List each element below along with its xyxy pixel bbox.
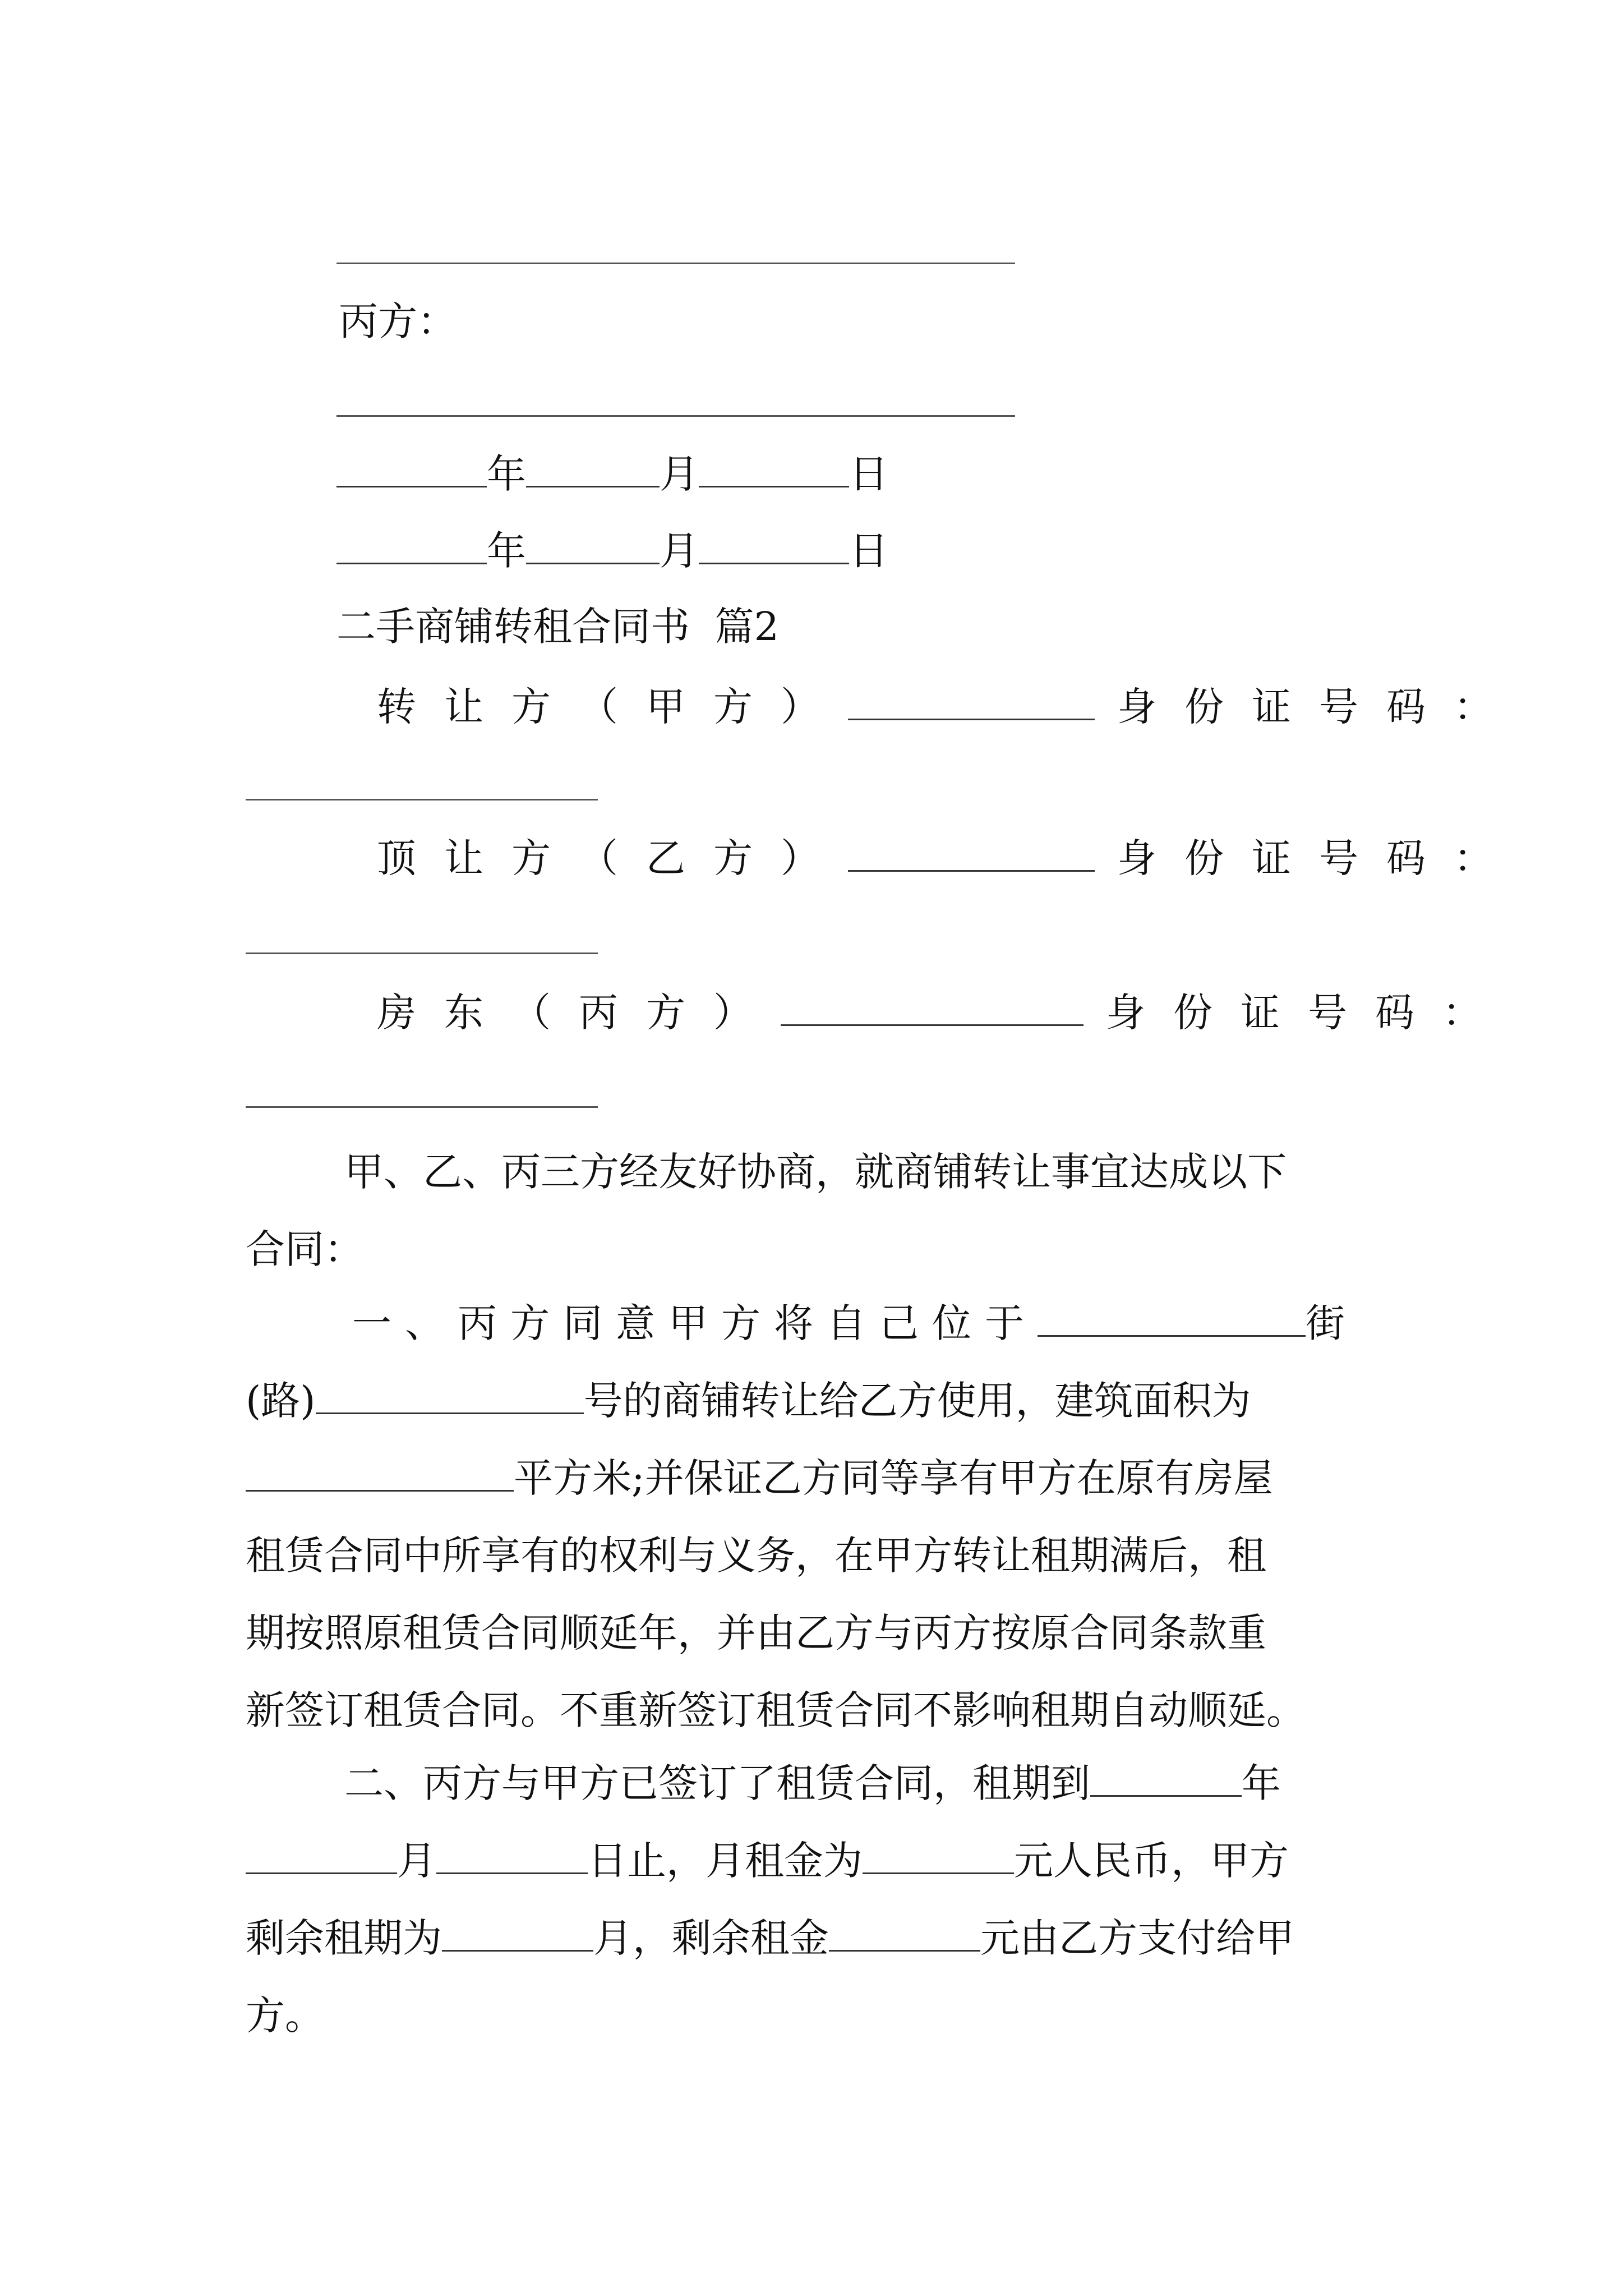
clause-text: 号的商铺转让给乙方使用，建筑面积为 <box>583 1378 1251 1424</box>
signature-line <box>336 263 1015 264</box>
id-number-label: 身份证号码： <box>1106 990 1510 1036</box>
monthly-rent-blank[interactable] <box>863 1839 1014 1874</box>
clause-text: 年 <box>1242 1760 1281 1806</box>
transferee-row <box>377 833 1521 884</box>
intro-line-2: 合同： <box>246 1226 363 1272</box>
clause-text: 元人民币，甲方 <box>1014 1838 1289 1884</box>
clause-text: 剩余租期为 <box>246 1915 442 1961</box>
section-title: 二手商铺转租合同书 篇2 <box>336 604 780 650</box>
clause-1-line <box>246 1285 1390 1362</box>
clause-1-line: 期按照原租赁合同顺延年，并由乙方与丙方按原合同条款重 <box>246 1610 1266 1656</box>
id-number-line <box>246 799 598 800</box>
id-number-line <box>246 1106 598 1108</box>
clause-text: 日止，月租金为 <box>588 1838 863 1884</box>
clause-text: 月 <box>397 1838 436 1884</box>
signature-line <box>336 415 1015 417</box>
day-blank[interactable] <box>699 452 849 487</box>
day-blank[interactable] <box>699 529 849 564</box>
clause-text: 街 <box>1306 1300 1358 1346</box>
clause-text: 二、丙方与甲方已签订了租赁合同，租期到 <box>344 1760 1090 1806</box>
clause-1-line <box>246 1362 1390 1439</box>
month-blank[interactable] <box>526 529 660 564</box>
clause-text: 平方米;并保证乙方同等享有甲方在原有房屋 <box>514 1455 1273 1501</box>
month-label: 月 <box>660 451 699 497</box>
year-label: 年 <box>487 528 526 574</box>
clause-1-line: 租赁合同中所享有的权利与义务，在甲方转让租期满后，租 <box>246 1533 1266 1579</box>
transferor-row <box>377 682 1521 732</box>
clause-1-line <box>246 1439 1390 1517</box>
remaining-term-blank[interactable] <box>442 1916 593 1952</box>
day-label: 日 <box>849 451 888 497</box>
month-label: 月 <box>660 528 699 574</box>
landlord-row <box>377 987 1510 1038</box>
year-blank[interactable] <box>336 529 487 564</box>
clause-text: 一、丙方同意甲方将自己位于 <box>352 1300 1038 1346</box>
party-c-label: 丙方： <box>339 298 457 344</box>
remaining-rent-blank[interactable] <box>829 1916 980 1952</box>
id-number-line <box>246 953 598 954</box>
area-blank[interactable] <box>246 1456 514 1492</box>
day-label: 日 <box>849 528 888 574</box>
clause-2-line <box>246 1899 1390 1977</box>
landlord-label: 房东（丙方） <box>377 990 781 1036</box>
id-number-label: 身份证号码： <box>1117 835 1521 881</box>
clause-text: 元由乙方支付给甲 <box>980 1915 1294 1961</box>
transferee-name-blank[interactable] <box>848 836 1095 872</box>
clause-text: (路) <box>246 1378 316 1424</box>
lease-end-year-blank[interactable] <box>1090 1761 1242 1797</box>
clause-2-line <box>246 1822 1390 1899</box>
lease-end-month-blank[interactable] <box>246 1839 397 1874</box>
clause-2 <box>246 1745 1390 2054</box>
clause-2-line: 方。 <box>246 1993 324 2039</box>
month-blank[interactable] <box>526 452 660 487</box>
year-label: 年 <box>487 451 526 497</box>
number-blank[interactable] <box>316 1379 584 1414</box>
lease-end-day-blank[interactable] <box>436 1839 588 1874</box>
intro-paragraph <box>246 1133 1390 1288</box>
transferor-name-blank[interactable] <box>848 685 1095 720</box>
id-number-label: 身份证号码： <box>1117 684 1521 730</box>
clause-2-line <box>246 1745 1390 1822</box>
date-line <box>336 449 888 499</box>
year-blank[interactable] <box>336 452 487 487</box>
clause-text: 月，剩余租金 <box>593 1915 829 1961</box>
date-line <box>336 526 888 576</box>
landlord-name-blank[interactable] <box>781 991 1083 1026</box>
transferee-label: 顶让方（乙方） <box>377 835 848 881</box>
clause-1-line: 新签订租赁合同。不重新签订租赁合同不影响租期自动顺延。 <box>246 1687 1306 1733</box>
clause-1 <box>246 1285 1390 1749</box>
transferor-label: 转让方（甲方） <box>377 684 848 730</box>
intro-line-1: 甲、乙、丙三方经友好协商，就商铺转让事宜达成以下 <box>344 1149 1287 1195</box>
street-blank[interactable] <box>1038 1301 1306 1337</box>
